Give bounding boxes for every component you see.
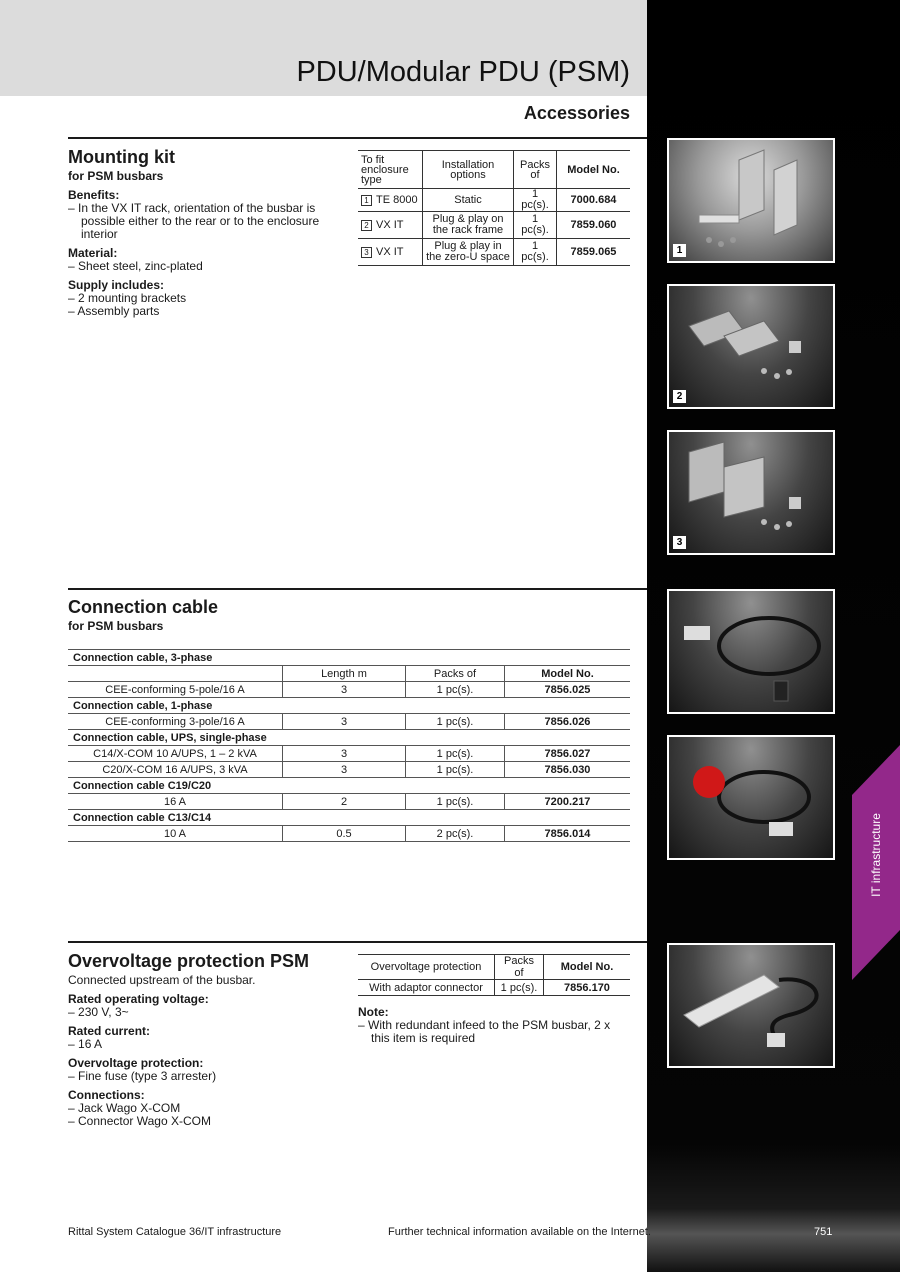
page-number: 751 (814, 1226, 833, 1238)
length-cell: 0.5 (283, 826, 406, 842)
model-cell: 7856.030 (505, 762, 631, 778)
table-row (68, 746, 630, 762)
voltage-label: Rated operating voltage: (68, 992, 209, 1006)
packs-cell: 1 pc(s). (406, 714, 505, 730)
model-cell: 7856.027 (505, 746, 631, 762)
length-cell: 3 (283, 682, 406, 698)
group-row (68, 778, 630, 794)
packs-cell: 1 pc(s). (406, 682, 505, 698)
group-label: Connection cable, 1-phase (68, 698, 630, 714)
section-divider (68, 137, 647, 139)
cable-illustration (669, 737, 833, 858)
footer-catalogue: Rittal System Catalogue 36/IT infrastructure (68, 1226, 282, 1238)
model-cell: 7856.170 (544, 980, 631, 996)
table-row (68, 714, 630, 730)
desc-cell: C20/X-COM 16 A/UPS, 3 kVA (68, 762, 283, 778)
group-label: Connection cable, 3-phase (68, 650, 630, 666)
enclosure-cell: 3 VX IT (358, 239, 423, 266)
packs-cell: 1 pc(s). (514, 189, 557, 212)
packs-cell: 1 pc(s). (406, 746, 505, 762)
header-desc: Overvoltage protection (358, 955, 495, 980)
length-cell: 3 (283, 746, 406, 762)
header-installation: Installation options (423, 151, 514, 189)
mounting-kit-specs (68, 189, 328, 318)
note-item: – With redundant infeed to the PSM busbar, 2 x this item is required (358, 1018, 611, 1045)
arrester-illustration (669, 945, 833, 1066)
model-cell: 7856.026 (505, 714, 631, 730)
packs-cell: 1 pc(s). (514, 239, 557, 266)
group-row (68, 810, 630, 826)
mounting-kit-photo-3 (667, 430, 835, 555)
model-cell: 7859.065 (557, 239, 631, 266)
table-row (358, 212, 630, 239)
material-item: – Sheet steel, zinc-plated (68, 259, 203, 273)
model-cell: 7200.217 (505, 794, 631, 810)
desc-cell: CEE-conforming 5-pole/16 A (68, 682, 283, 698)
desc-cell: 10 A (68, 826, 283, 842)
protection-label: Overvoltage protection: (68, 1056, 204, 1070)
enclosure-cell: 2 VX IT (358, 212, 423, 239)
table-row (68, 682, 630, 698)
enclosure-cell: 1 TE 8000 (358, 189, 423, 212)
connection-cable-table (68, 649, 630, 842)
section-tab-label: IT infrastructure (869, 813, 883, 897)
item-number: 3 (361, 247, 372, 258)
note-label: Note: (358, 1005, 389, 1019)
header-packs: Packs of (406, 666, 505, 682)
photo-tag: 2 (673, 390, 686, 403)
packs-cell: 1 pc(s). (514, 212, 557, 239)
packs-cell: 2 pc(s). (406, 826, 505, 842)
packs-cell: 1 pc(s). (406, 794, 505, 810)
model-cell: 7856.025 (505, 682, 631, 698)
connections-item: – Connector Wago X-COM (68, 1114, 211, 1128)
table-row (68, 826, 630, 842)
overvoltage-table (358, 954, 630, 996)
header-model: Model No. (557, 151, 631, 189)
header-model: Model No. (505, 666, 631, 682)
overvoltage-intro: Connected upstream of the busbar. (68, 973, 256, 987)
current-label: Rated current: (68, 1024, 151, 1038)
header-model: Model No. (544, 955, 631, 980)
overvoltage-title: Overvoltage protection PSM (68, 951, 310, 971)
mounting-kit-table (358, 150, 630, 266)
option-cell: Plug & play on the rack frame (423, 212, 514, 239)
table-row (68, 794, 630, 810)
bracket-illustration (669, 432, 833, 553)
table-row (68, 762, 630, 778)
protection-item: – Fine fuse (type 3 arrester) (68, 1069, 217, 1083)
page-subtitle: Accessories (523, 103, 630, 123)
option-cell: Plug & play in the zero-U space (423, 239, 514, 266)
length-cell: 2 (283, 794, 406, 810)
table-row (358, 980, 630, 996)
overvoltage-photo (667, 943, 835, 1068)
mounting-kit-subtitle: for PSM busbars (68, 169, 164, 183)
supply-item: – 2 mounting brackets (68, 291, 187, 305)
header-desc (68, 666, 283, 682)
header-enclosure-type: To fit enclosure type (358, 151, 423, 189)
connection-cable-title: Connection cable (68, 597, 219, 617)
section-divider (68, 941, 647, 943)
photo-tag: 1 (673, 244, 686, 257)
desc-cell: With adaptor connector (358, 980, 495, 996)
packs-cell: 1 pc(s). (495, 980, 544, 996)
connections-label: Connections: (68, 1088, 145, 1102)
header-packs: Packs of (495, 955, 544, 980)
table-row (358, 239, 630, 266)
desc-cell: CEE-conforming 3-pole/16 A (68, 714, 283, 730)
group-label: Connection cable, UPS, single-phase (68, 730, 630, 746)
option-cell: Static (423, 189, 514, 212)
page-title: PDU/Modular PDU (PSM) (296, 56, 630, 88)
benefits-label: Benefits: (68, 188, 120, 202)
footer-info: Further technical information available on the Internet. (388, 1226, 651, 1238)
group-label: Connection cable C13/C14 (68, 810, 630, 826)
group-row (68, 730, 630, 746)
model-cell: 7856.014 (505, 826, 631, 842)
supply-label: Supply includes: (68, 278, 165, 292)
voltage-item: – 230 V, 3~ (68, 1005, 129, 1019)
model-cell: 7859.060 (557, 212, 631, 239)
model-cell: 7000.684 (557, 189, 631, 212)
item-number: 2 (361, 220, 372, 231)
length-cell: 3 (283, 762, 406, 778)
header-length: Length m (283, 666, 406, 682)
supply-item: – Assembly parts (68, 304, 160, 318)
cee-cable-photo (667, 735, 835, 860)
group-row (68, 650, 630, 666)
packs-cell: 1 pc(s). (406, 762, 505, 778)
bracket-illustration (669, 286, 833, 407)
photo-tag: 3 (673, 536, 686, 549)
table-row (358, 189, 630, 212)
cable-illustration (669, 591, 833, 712)
table-header-row (68, 666, 630, 682)
bracket-illustration (669, 140, 833, 261)
connection-cable-photo (667, 589, 835, 714)
group-label: Connection cable C19/C20 (68, 778, 630, 794)
table-header-row (358, 955, 630, 980)
item-number: 1 (361, 195, 372, 206)
length-cell: 3 (283, 714, 406, 730)
desc-cell: C14/X-COM 10 A/UPS, 1 – 2 kVA (68, 746, 283, 762)
desc-cell: 16 A (68, 794, 283, 810)
table-header-row (358, 151, 630, 189)
connections-item: – Jack Wago X-COM (68, 1101, 181, 1115)
material-label: Material: (68, 246, 118, 260)
current-item: – 16 A (68, 1037, 103, 1051)
group-row (68, 698, 630, 714)
benefits-item: – In the VX IT rack, orientation of the busbar is possible either to the rear or to the enclosure interior (68, 201, 320, 241)
section-divider (68, 588, 647, 590)
header-packs: Packs of (514, 151, 557, 189)
overvoltage-note (358, 1006, 618, 1045)
mounting-kit-photo-1 (667, 138, 835, 263)
overvoltage-specs (68, 974, 328, 1128)
mounting-kit-photo-2 (667, 284, 835, 409)
mounting-kit-title: Mounting kit (68, 147, 175, 167)
connection-cable-subtitle: for PSM busbars (68, 619, 164, 633)
